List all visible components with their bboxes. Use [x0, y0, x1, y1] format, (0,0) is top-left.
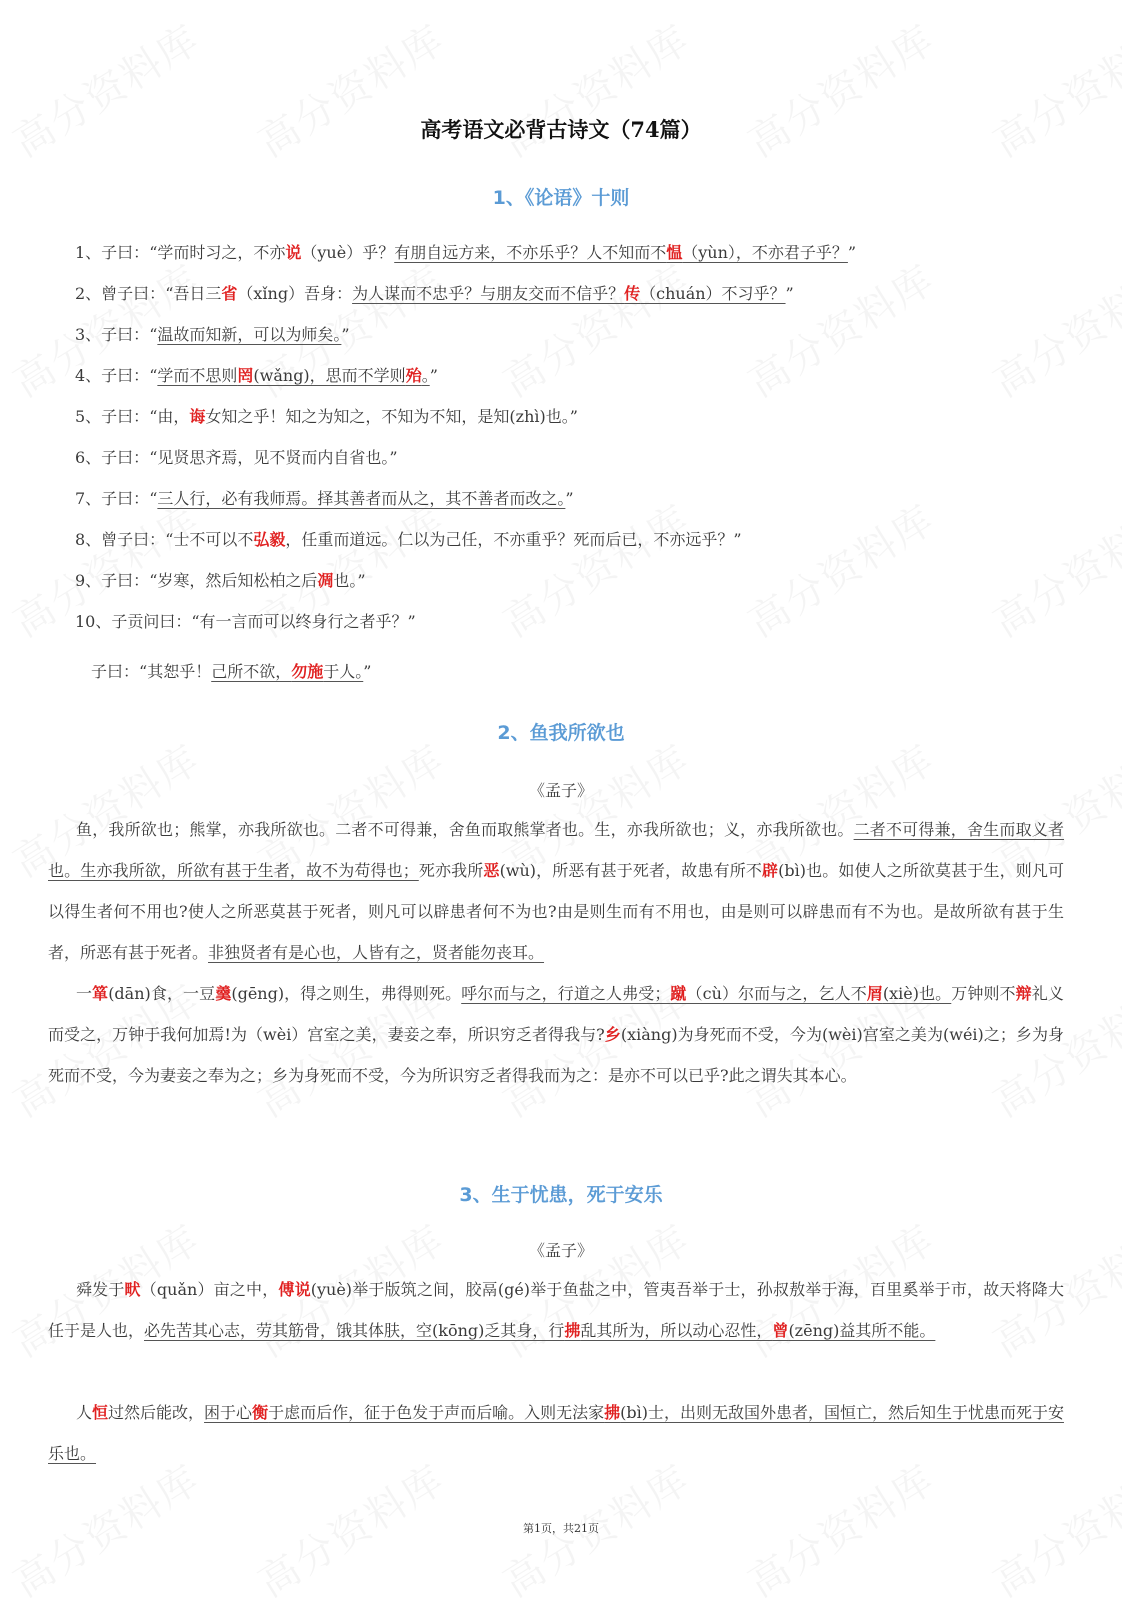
text-segment: “: [149, 489, 158, 508]
section-author: 《孟子》: [528, 781, 593, 800]
underlined-text: 为人谋而不忠乎？与朋友交而不信乎？: [352, 284, 625, 303]
lunyu-item: [75, 323, 350, 347]
text-segment: 万钟则不: [951, 984, 1016, 1003]
underlined-text: （yùn），不亦君子乎？: [682, 243, 848, 262]
text-segment: 鱼，我所欲也；熊掌，亦我所欲也。二者不可得兼，舍鱼而取熊掌者也。生，亦我所欲也；义，亦我所欲也。: [76, 820, 854, 839]
item-speaker: 9、子曰：: [75, 571, 150, 590]
underlined-text: 必先苦其心志，劳其筋骨，饿其体肤，空(kōng)乏其身，行: [144, 1321, 565, 1340]
lunyu-item: [75, 610, 416, 634]
underlined-text: 温故而知新，可以为师矣。: [157, 325, 342, 344]
lunyu-item: [75, 569, 366, 593]
underlined-text: 于虑而后作，征于色发于声而后喻。入则无法家: [268, 1403, 605, 1422]
item-speaker: 8、曾子曰：: [75, 530, 166, 549]
item-speaker: 6、子曰：: [75, 448, 150, 467]
paragraph: [48, 1269, 1064, 1351]
text-segment: (wù)，所恶有甚于死者，故患有所不: [499, 861, 762, 880]
highlighted-character: 箪: [92, 984, 109, 1003]
highlighted-character: 羹: [215, 984, 232, 1003]
underlined-text: 困于心: [204, 1403, 253, 1422]
text-segment: ”: [785, 284, 794, 303]
highlighted-character: 传: [624, 284, 641, 303]
text-segment: “: [149, 325, 158, 344]
highlighted-character: 诲: [189, 407, 206, 426]
section-author: 《孟子》: [528, 1241, 593, 1260]
item-speaker: 5、子曰：: [75, 407, 150, 426]
text-segment: (xiàng)为身死而不受，今为(wèi)宫室之美为(wéi)之；乡为身死而不受，今为妻妾之奉为之；乡为身死而不受，今为所识穷乏者得我而为之：是亦不可以已乎?此之谓失其本心。: [48, 1025, 1064, 1085]
underlined-text: 有朋自远方来，不亦乐乎？人不知而不: [394, 243, 667, 262]
highlighted-character: 勿施: [291, 662, 324, 681]
item-speaker: 1、子曰：: [75, 243, 150, 262]
text-segment: 礼义而受之，万钟于我何加焉!为（wèi）宫室之美，妻妾之奉，所识穷乏者得我与?: [48, 984, 1064, 1044]
lunyu-item: [75, 282, 794, 306]
highlighted-character: 屑: [866, 984, 883, 1003]
highlighted-character: 殆: [405, 366, 422, 385]
text-segment: “: [149, 366, 158, 385]
underlined-text: 三人行，必有我师焉。择其善者而从之，其不善者而改之。: [157, 489, 566, 508]
lunyu-item: [75, 660, 371, 684]
paragraph: [48, 809, 1064, 973]
text-segment: (dān)食，一豆: [108, 984, 216, 1003]
text-segment: “吾日三: [165, 284, 222, 303]
text-segment: （yuè）乎？: [301, 243, 395, 262]
lunyu-item: [75, 487, 574, 511]
text-segment: （xǐng）吾身：: [237, 284, 353, 303]
highlighted-character: 拂: [604, 1403, 621, 1422]
text-segment: ”: [341, 325, 350, 344]
underlined-text: 非独贤者有是心也，人皆有之，贤者能勿丧耳。: [208, 943, 545, 962]
text-segment: ”: [565, 489, 574, 508]
highlighted-character: 曾: [772, 1321, 789, 1340]
underlined-text: 于人。: [323, 662, 364, 681]
text-segment: 女知之乎！知之为知之，不知为不知，是知(zhì)也。”: [205, 407, 578, 426]
highlighted-character: 恒: [92, 1403, 109, 1422]
section-title-shengyuyouhuan: 3、生于忧患，死于安乐: [459, 1184, 663, 1206]
underlined-text: (zēng)益其所不能。: [788, 1321, 936, 1340]
item-speaker: 2、曾子曰：: [75, 284, 166, 303]
text-segment: ”: [429, 366, 438, 385]
highlighted-character: 衡: [252, 1403, 269, 1422]
highlighted-character: 拂: [564, 1321, 581, 1340]
text-segment: (gēng)，得之则生，弗得则死。: [231, 984, 462, 1003]
text-segment: （quǎn）亩之中，: [140, 1280, 279, 1299]
highlighted-character: 恶: [483, 861, 500, 880]
text-segment: ”: [847, 243, 857, 262]
underlined-text: 二者不可得兼，舍生而取义者也。生亦我所欲，所欲有甚于生者，故不为苟得也；: [48, 820, 1064, 880]
highlighted-character: 弘毅: [253, 530, 286, 549]
text-segment: “由，: [149, 407, 190, 426]
text-segment: 人: [76, 1403, 93, 1422]
text-segment: ”: [363, 662, 372, 681]
text-segment: (bì)也。如使人之所欲莫甚于生，则凡可以得生者何不用也?使人之所恶莫甚于死者，则凡可以辟患者何不为也?由是则生而有不用也，由是则可以辟患而有不为也。是故所欲有甚于生者，所恶有甚于死者。: [48, 861, 1064, 962]
underlined-text: 。: [421, 366, 430, 385]
paragraph: [48, 1392, 1064, 1474]
lunyu-item: [75, 446, 398, 470]
highlighted-character: 畎: [124, 1280, 141, 1299]
section-title-lunyu: 1、《论语》十则: [492, 187, 630, 209]
item-speaker: 7、子曰：: [75, 489, 150, 508]
underlined-text: 乱其所为，所以动心忍性，: [580, 1321, 773, 1340]
highlighted-character: 辩: [1015, 984, 1032, 1003]
underlined-text: （chuán）不习乎？: [640, 284, 786, 303]
section-title-yuwosuoyuye: 2、鱼我所欲也: [497, 722, 625, 744]
highlighted-character: 乡: [604, 1025, 621, 1044]
underlined-text: （cù）尔而与之，乞人不: [686, 984, 867, 1003]
highlighted-character: 说: [285, 243, 302, 262]
highlighted-character: 蹴: [670, 984, 687, 1003]
text-segment: 舜发于: [76, 1280, 125, 1299]
underlined-text: (xiè)也。: [882, 984, 952, 1003]
item-speaker: 4、子曰：: [75, 366, 150, 385]
text-segment: 死亦我所: [418, 861, 484, 880]
item-speaker: 3、子曰：: [75, 325, 150, 344]
highlighted-character: 傅说: [278, 1280, 311, 1299]
text-segment: “有一言而可以终身行之者乎？”: [191, 612, 416, 631]
lunyu-item: [75, 241, 856, 265]
text-segment: 一: [76, 984, 93, 1003]
lunyu-item: [75, 364, 438, 388]
underlined-text: (wǎng)，思而不学则: [253, 366, 406, 385]
highlighted-character: 辟: [761, 861, 779, 880]
paragraph: [48, 973, 1064, 1096]
text-segment: 过然后能改，: [108, 1403, 205, 1422]
document-title: 高考语文必背古诗文（74篇）: [420, 117, 702, 142]
highlighted-character: 罔: [237, 366, 254, 385]
underlined-text: 呼尔而与之，行道之人弗受；: [461, 984, 671, 1003]
highlighted-character: 省: [221, 284, 238, 303]
item-speaker: 子曰：: [75, 662, 140, 681]
text-segment: “其恕乎！: [139, 662, 212, 681]
text-segment: 也。”: [333, 571, 366, 590]
underlined-text: 己所不欲，: [211, 662, 292, 681]
highlighted-character: 愠: [666, 243, 683, 262]
text-segment: “见贤思齐焉，见不贤而内自省也。”: [149, 448, 398, 467]
text-segment: “士不可以不: [165, 530, 254, 549]
text-segment: ，任重而道远。仁以为己任，不亦重乎？死而后已，不亦远乎？”: [285, 530, 742, 549]
underlined-text: 学而不思则: [157, 366, 238, 385]
text-segment: (yuè)举于版筑之间，胶鬲(gé)举于鱼盐之中，管夷吾举于士，孙叔敖举于海，百里奚举于市，故天将降大任于是人也，: [48, 1280, 1064, 1340]
item-speaker: 10、子贡问曰：: [75, 612, 192, 631]
highlighted-character: 凋: [317, 571, 334, 590]
text-segment: “学而时习之，不亦: [149, 243, 286, 262]
page-footer: 第1页，共21页: [523, 1522, 599, 1535]
underlined-text: (bì)士，出则无敌国外患者，国恒亡，然后知生于忧患而死于安乐也。: [48, 1403, 1064, 1463]
text-segment: “岁寒，然后知松柏之后: [149, 571, 318, 590]
lunyu-item: [75, 528, 742, 552]
lunyu-item: [75, 405, 578, 429]
